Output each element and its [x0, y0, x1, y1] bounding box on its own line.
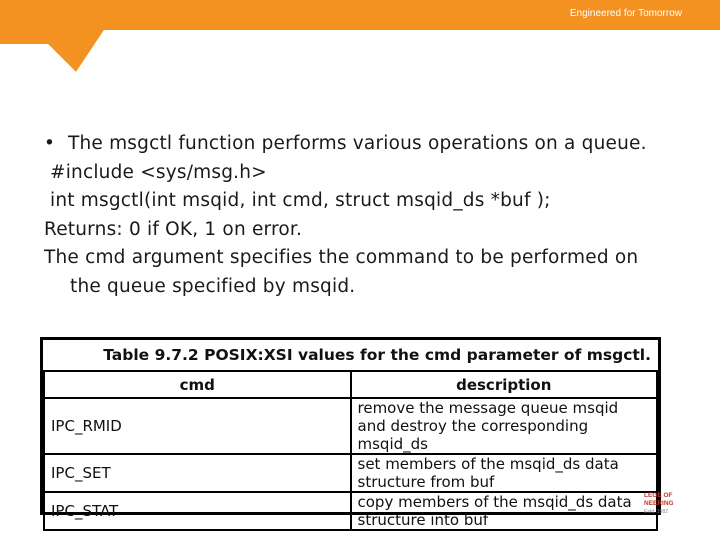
cmd-cell: IPC_SET [44, 454, 351, 492]
slide-body [44, 130, 684, 301]
cmd-description-line-2: the queue specified by msqid. [70, 275, 356, 297]
column-header-description: description [351, 371, 658, 398]
table-caption: Table 9.7.2 POSIX:XSI values for the cmd parameter of msgctl. [44, 340, 657, 371]
table-caption-row [44, 340, 657, 371]
description-cell: copy members of the msqid_ds data structure into buf [351, 492, 658, 530]
header-tagline: Engineered for Tomorrow [569, 8, 682, 19]
cmd-values-table [40, 337, 661, 529]
table-header-row [44, 371, 657, 398]
bullet-icon: • [44, 133, 56, 154]
bullet-line: • The msgctl function performs various operations on a queue. [44, 130, 684, 159]
prototype-line: int msgctl(int msqid, int cmd, struct msqid_ds *buf ); [50, 190, 551, 211]
returns-line: Returns: 0 if OK, 1 on error. [44, 218, 303, 240]
description-cell: set members of the msqid_ds data structure from buf [351, 454, 658, 492]
column-header-cmd: cmd [44, 371, 351, 398]
description-cell: remove the message queue msqid and destroy the corresponding msqid_ds [351, 398, 658, 454]
table-row [44, 398, 657, 454]
table-row [44, 492, 657, 530]
include-line: #include <sys/msg.h> [50, 161, 267, 183]
cmd-cell: IPC_RMID [44, 398, 351, 454]
cmd-cell: IPC_STAT [44, 492, 351, 530]
cmd-description-line: The cmd argument specifies the command to be performed on [44, 247, 639, 268]
college-logo: LEGE OF NEERING Estd. 1982 [644, 492, 674, 515]
table-row [44, 454, 657, 492]
